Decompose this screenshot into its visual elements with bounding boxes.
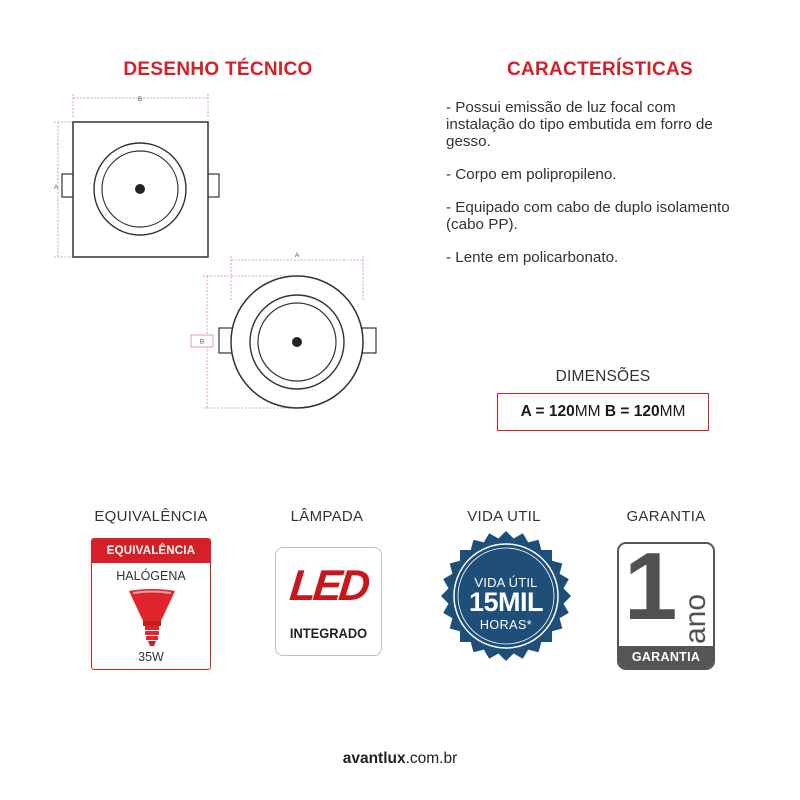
dimensions-label: DIMENSÕES xyxy=(555,368,651,385)
round-dimension-b-label: B xyxy=(199,338,205,346)
warranty-band: GARANTIA xyxy=(619,646,713,668)
equivalence-badge xyxy=(91,538,211,670)
seal-bottom-text: HORAS* xyxy=(479,618,533,632)
life-title: VIDA UTIL xyxy=(467,508,541,525)
round-dimension-a-label: A xyxy=(294,252,300,259)
round-spotlight-drawing xyxy=(191,252,376,408)
footer-website xyxy=(0,750,800,768)
square-dimension-b-label: B xyxy=(137,96,143,103)
halogen-bulb-icon xyxy=(127,587,177,649)
led-subtitle: INTEGRADO xyxy=(289,625,368,641)
equivalence-watts: 35W xyxy=(138,650,164,664)
characteristic-item: - Possui emissão de luz focal com instalação do tipo embutida em forro de gesso. xyxy=(446,99,713,150)
footer-brand: avantlux xyxy=(342,750,406,767)
led-logo: LED xyxy=(287,562,370,610)
warranty-title: GARANTIA xyxy=(626,508,706,525)
equivalence-type: HALÓGENA xyxy=(116,569,186,583)
characteristic-item: - Equipado com cabo de duplo isolamento (cabo PP). xyxy=(446,199,730,233)
equivalence-title: EQUIVALÊNCIA xyxy=(94,508,208,525)
dimensions-box xyxy=(497,393,709,431)
dimension-a-unit: MM xyxy=(574,403,601,420)
led-badge xyxy=(275,547,382,656)
characteristic-item: - Lente em policarbonato. xyxy=(446,249,619,266)
characteristics-title: CARACTERÍSTICAS xyxy=(506,59,694,80)
square-spotlight-drawing xyxy=(54,94,219,257)
lamp-title: LÂMPADA xyxy=(290,508,364,525)
equivalence-band: EQUIVALÊNCIA xyxy=(92,539,210,563)
seal-top-text: VIDA ÚTIL xyxy=(474,575,538,590)
lifetime-seal xyxy=(440,530,572,662)
footer-domain: .com.br xyxy=(405,750,458,767)
dimension-b-value: B = 120 xyxy=(604,403,660,420)
dimension-b-unit: MM xyxy=(659,403,686,420)
characteristics-list xyxy=(446,99,746,282)
warranty-badge xyxy=(617,542,715,670)
seal-main-text: 15MIL xyxy=(468,587,544,617)
warranty-unit: ano xyxy=(679,593,712,644)
square-dimension-a-label: A xyxy=(53,184,59,191)
technical-drawing-title: DESENHO TÉCNICO xyxy=(123,59,313,80)
characteristic-item: - Corpo em polipropileno. xyxy=(446,166,617,183)
dimension-a-value: A = 120 xyxy=(520,403,575,420)
warranty-number: 1 xyxy=(624,542,678,640)
